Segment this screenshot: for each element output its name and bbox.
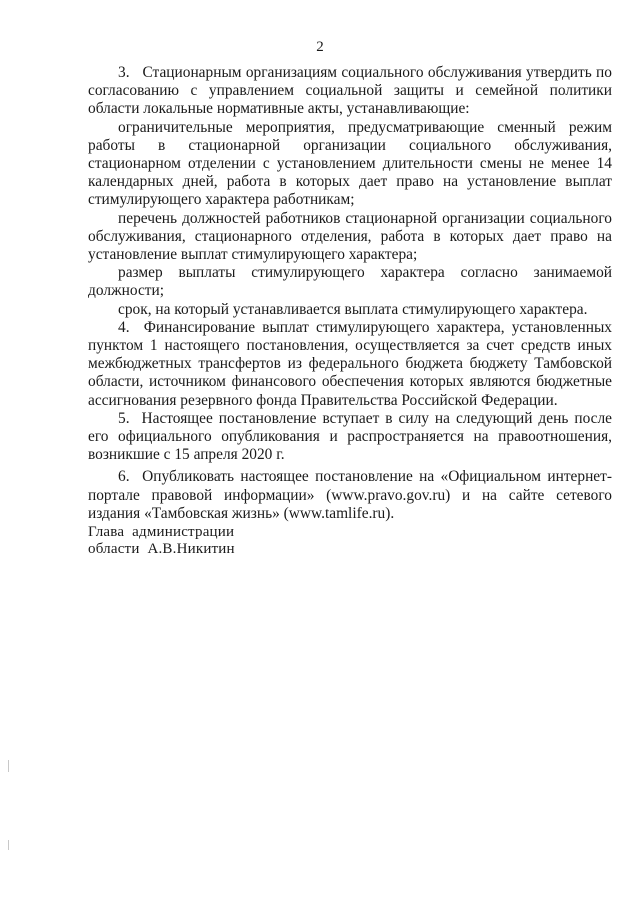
paragraph-3-payment-term: срок, на который устанавливается выплата стимулирующего характера. <box>118 300 588 318</box>
document-body <box>88 64 612 523</box>
paragraph-4: 4. Финансирование выплат стимулирующего характера, установленных пунктом 1 настоящего постановления, осуществляется за счет средств иных межбюджетных трансфертов из федерального бюджета бюджету Тамбовской области, источником финансового обеспечения которых являются бюджетные ассигнования резервного фонда Правительства Российской Федерации. <box>88 318 612 409</box>
paragraph-3-payment-amount: размер выплаты стимулирующего характера согласно занимаемой должности; <box>88 264 612 300</box>
paragraph-3-position-list: перечень должностей работников стационарной организации социального обслуживания, стационарного отделения, работа в которых дает право на установление выплат стимулирующего характера; <box>88 209 612 264</box>
scan-edge-mark <box>8 760 9 772</box>
paragraph-6: 6. Опубликовать настоящее постановление на «Официальном интернет-портале правовой информации» (www.pravo.gov.ru) и на сайте сетевого издания «Тамбовская жизнь» (www.tamlife.ru). <box>88 468 612 522</box>
signature-block <box>88 524 235 558</box>
signature-title: Глава администрации <box>88 524 235 540</box>
scan-edge-mark <box>8 840 9 850</box>
page-number: 2 <box>316 39 324 55</box>
paragraph-5: 5. Настоящее постановление вступает в силу на следующий день после его официального опубликования и распространяется на правоотношения, возникшие с 15 апреля 2020 г. <box>88 409 612 464</box>
paragraph-3-restrictive-measures: ограничительные мероприятия, предусматривающие сменный режим работы в стационарной организации социального обслуживания, стационарном отделении с установлением длительности смены не менее 14 календарных дней, работа в которых дает право на установление выплат стимулирующего характера работникам; <box>88 118 612 209</box>
signature-name: области А.В.Никитин <box>88 541 235 557</box>
paragraph-3: 3. Стационарным организациям социального обслуживания утвердить по согласованию с управлением социальной защиты и семейной политики области локальные нормативные акты, устанавливающие: <box>88 64 612 118</box>
